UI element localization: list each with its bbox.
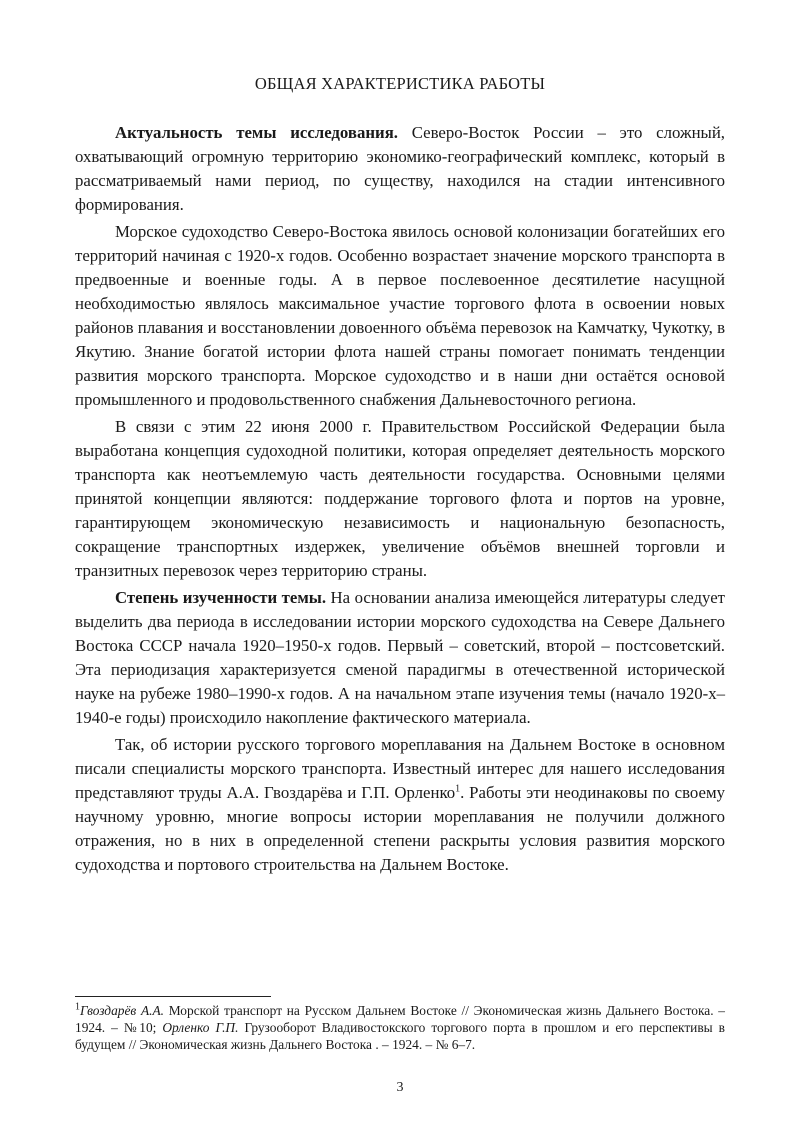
paragraph-text: . Работы эти неодинаковы по своему научному уровню, многие вопросы истории мореплавания не получили должного отражения, но в них в определенной степени раскрыты условия развития морского судоходства и портового строительства на Дальнем Востоке.: [75, 783, 725, 874]
body-text: [75, 121, 725, 880]
footnote-separator: [75, 996, 271, 997]
paragraph-text: Так, об истории русского торгового мореплавания на Дальнем Востоке в основном писали специалисты морского транспорта. Известный интерес для нашего исследования представляют труды А.А. Гвоздарёва и Г.П. Орленко: [75, 735, 725, 802]
paragraph-lead: Актуальность темы исследования.: [115, 123, 398, 142]
footnote-author: Орленко Г.П.: [162, 1020, 239, 1035]
paragraph-text: В связи с этим 22 июня 2000 г. Правительством Российской Федерации была выработана концепция судоходной политики, которая определяет деятельность морского транспорта как неотъемлемую часть деятельности государства. Основными целями принятой концепции являются: поддержание торгового флота и портов на уровне, гарантирующем экономическую независимость и национальную безопасность, сокращение транспортных издержек, увеличение объёмов внешней торговли и транзитных перевозок через территорию страны.: [75, 417, 725, 580]
paragraph-lead: Степень изученности темы.: [115, 588, 327, 607]
paragraph-shipping: [75, 220, 725, 412]
footnote-reference[interactable]: 1: [455, 783, 461, 795]
footnote-mark: 1: [75, 1001, 80, 1013]
section-heading: ОБЩАЯ ХАРАКТЕРИСТИКА РАБОТЫ: [254, 74, 546, 93]
paragraph-relevance: [75, 121, 725, 217]
paragraph-study-degree: [75, 586, 725, 730]
footnote-author: Гвоздарёв А.А.: [80, 1003, 165, 1018]
paragraph-text: Северо-Восток России – это сложный, охватывающий огромную территорию экономико-географический комплекс, который в рассматриваемый нами период, по существу, находился на стадии интенсивного формирования.: [75, 123, 725, 214]
paragraph-text: На основании анализа имеющейся литературы следует выделить два периода в исследовании истории морского судоходства на Севере Дальнего Востока СССР начала 1920–1950-х годов. Первый – советский, второй – постсоветский. Эта периодизация характеризуется сменой парадигмы в отечественной исторической науке на рубеже 1980–1990-х годов. А на начальном этапе изучения темы (начало 1920-х–1940-е годы) происходило накопление фактического материала.: [75, 588, 725, 727]
paragraph-literature: [75, 733, 725, 877]
footnote-text: Грузооборот Владивостокского торгового порта в прошлом и его перспективы в будущем // Экономическая жизнь Дальнего Востока . – 1924. – № 6–7.: [75, 1020, 725, 1052]
paragraph-text: Морское судоходство Северо-Востока явилось основой колонизации богатейших его территорий начиная с 1920-х годов. Особенно возрастает значение морского транспорта в предвоенные и военные годы. А в первое послевоенное десятилетие насущной необходимостью являлось максимальное участие торгового флота в освоении новых районов плавания и восстановлении довоенного объёма перевозок на Камчатку, Чукотку, в Якутию. Знание богатой истории флота нашей страны помогает понимать тенденции развития морского транспорта. Морское судоходство и в наши дни остаётся основой промышленного и продовольственного снабжения Дальневосточного региона.: [75, 222, 725, 409]
footnote: [75, 1002, 725, 1053]
page-number: 3: [396, 1080, 404, 1095]
paragraph-policy: [75, 415, 725, 583]
footnote-text: Морской транспорт на Русском Дальнем Востоке // Экономическая жизнь Дальнего Востока. – 1924. – №10;: [75, 1003, 725, 1035]
